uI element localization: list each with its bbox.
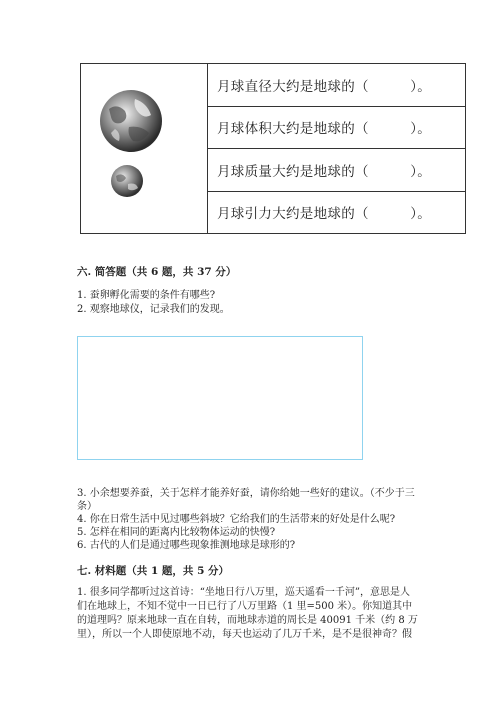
question-3-line-1: 3. 小余想要养蚕，关于怎样才能养好蚕，请你给她一些好的建议。（不少于三 bbox=[77, 488, 415, 499]
material-line-3: 的道理吗？原来地球一直在自转，而地球赤道的周长是 40091 千米（约 8 万 bbox=[77, 615, 418, 626]
section-7-title: 七. 材料题（共 1 题，共 5 分） bbox=[77, 565, 230, 577]
section-6-title: 六. 简答题（共 6 题，共 37 分） bbox=[77, 266, 237, 278]
question-4: 4. 你在日常生活中见过哪些斜坡？它给我们的生活带来的好处是什么呢? bbox=[77, 514, 396, 525]
comparison-table bbox=[80, 63, 466, 234]
question-2: 2. 观察地球仪，记录我们的发现。 bbox=[77, 304, 230, 315]
row-mass: 月球质量大约是地球的（ ）。 bbox=[208, 149, 465, 192]
question-5: 5. 怎样在相同的距离内比较物体运动的快慢? bbox=[77, 527, 276, 538]
question-rows bbox=[208, 64, 465, 233]
row-diameter: 月球直径大约是地球的（ ）。 bbox=[208, 64, 465, 107]
material-line-2: 们在地球上，不知不觉中一日已行了八万里路（1 里=500 米）。你知道其中 bbox=[77, 601, 413, 612]
row-gravity: 月球引力大约是地球的（ ）。 bbox=[217, 206, 432, 223]
moon-image bbox=[110, 164, 144, 198]
row-volume: 月球体积大约是地球的（ ）。 bbox=[208, 107, 465, 150]
earth-image bbox=[99, 89, 163, 153]
image-cell bbox=[81, 64, 208, 233]
question-3-line-2: 条） bbox=[77, 501, 97, 512]
material-line-1: 1. 很多同学都听过这首诗：“坐地日行八万里，巡天遥看一千河”，意思是人 bbox=[77, 587, 410, 598]
material-line-4: 里），所以一个人即使原地不动，每天也运动了几万千米，是不是很神奇？假 bbox=[77, 629, 412, 640]
answer-box[interactable] bbox=[77, 336, 363, 460]
question-1: 1. 蚕卵孵化需要的条件有哪些? bbox=[77, 290, 216, 301]
question-6: 6. 古代的人们是通过哪些现象推测地球是球形的? bbox=[77, 540, 296, 551]
